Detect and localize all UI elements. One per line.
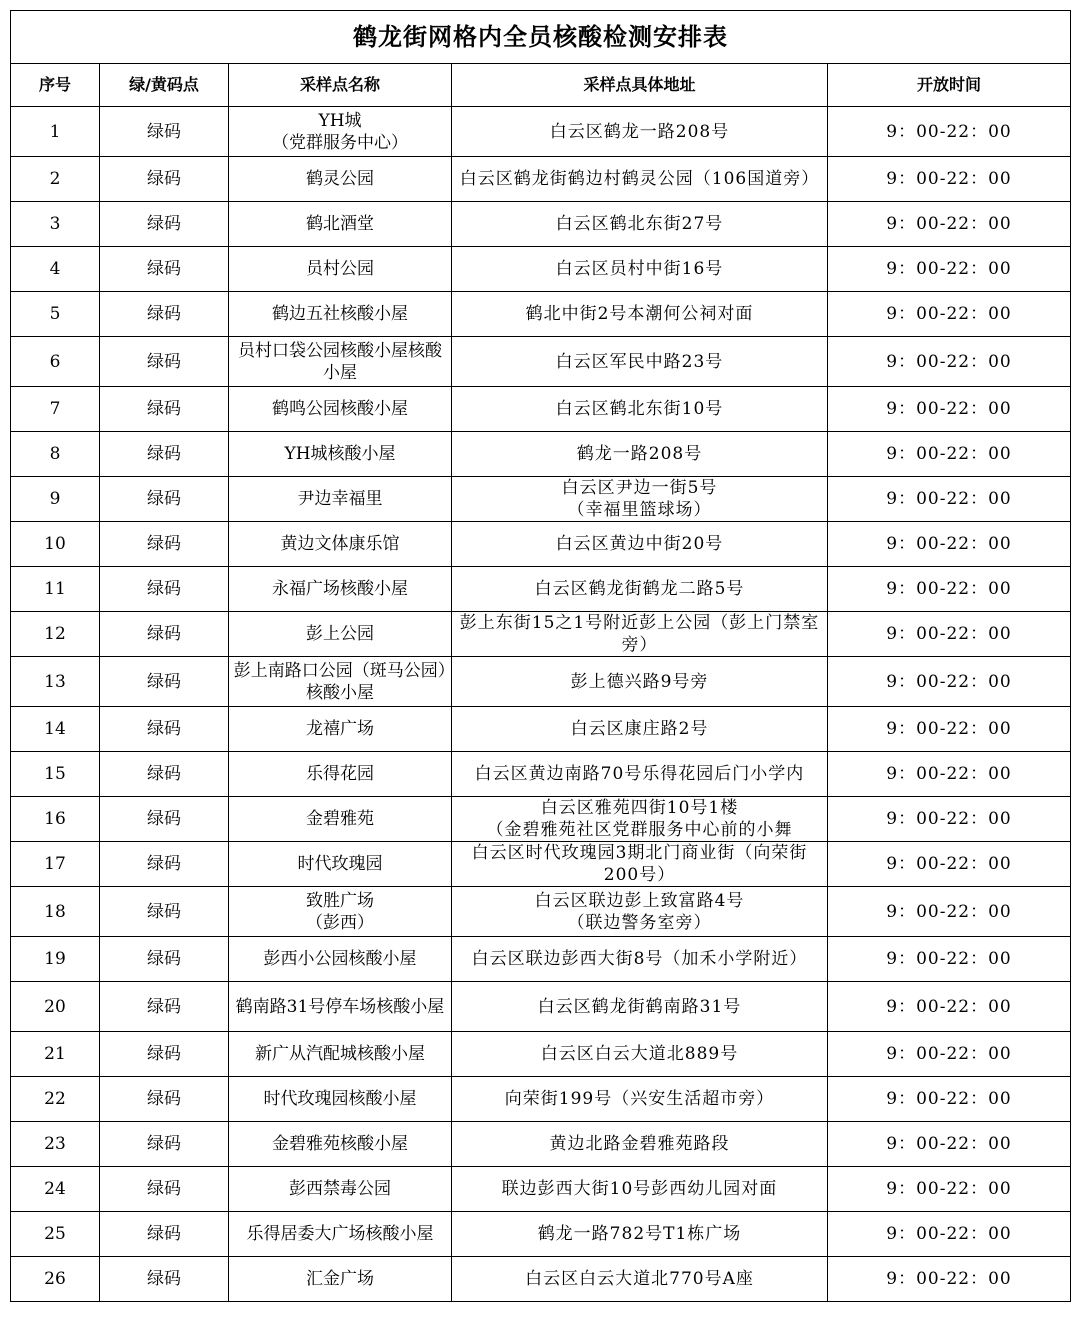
table-row xyxy=(11,752,1071,797)
open-time: 9：00-22：00 xyxy=(828,247,1071,292)
open-time: 9：00-22：00 xyxy=(828,752,1071,797)
row-number: 2 xyxy=(11,157,100,202)
row-number: 20 xyxy=(11,982,100,1032)
site-name: 彭上公园 xyxy=(229,612,452,657)
table-row xyxy=(11,387,1071,432)
row-number: 9 xyxy=(11,477,100,522)
row-number: 3 xyxy=(11,202,100,247)
code-type: 绿码 xyxy=(100,1077,229,1122)
header-address: 采样点具体地址 xyxy=(452,64,828,107)
table-row xyxy=(11,1077,1071,1122)
address: 向荣街199号（兴安生活超市旁） xyxy=(452,1077,828,1122)
code-type: 绿码 xyxy=(100,842,229,887)
row-number: 25 xyxy=(11,1212,100,1257)
table-row xyxy=(11,797,1071,842)
table-row xyxy=(11,1167,1071,1212)
site-name: 员村公园 xyxy=(229,247,452,292)
code-type: 绿码 xyxy=(100,1122,229,1167)
table-row xyxy=(11,937,1071,982)
code-type: 绿码 xyxy=(100,292,229,337)
site-name: 黄边文体康乐馆 xyxy=(229,522,452,567)
site-name: 永福广场核酸小屋 xyxy=(229,567,452,612)
code-type: 绿码 xyxy=(100,522,229,567)
code-type: 绿码 xyxy=(100,1257,229,1302)
table-row xyxy=(11,567,1071,612)
code-type: 绿码 xyxy=(100,612,229,657)
header-row xyxy=(11,64,1071,107)
open-time: 9：00-22：00 xyxy=(828,157,1071,202)
address: 白云区白云大道北889号 xyxy=(452,1032,828,1077)
row-number: 13 xyxy=(11,657,100,707)
table-row xyxy=(11,707,1071,752)
table-row xyxy=(11,1257,1071,1302)
table-row xyxy=(11,247,1071,292)
table-row xyxy=(11,612,1071,657)
code-type: 绿码 xyxy=(100,937,229,982)
address: 彭上东街15之1号附近彭上公园（彭上门禁室旁） xyxy=(452,612,828,657)
open-time: 9：00-22：00 xyxy=(828,522,1071,567)
header-code: 绿/黄码点 xyxy=(100,64,229,107)
row-number: 17 xyxy=(11,842,100,887)
table-row xyxy=(11,477,1071,522)
table-row xyxy=(11,157,1071,202)
open-time: 9：00-22：00 xyxy=(828,842,1071,887)
open-time: 9：00-22：00 xyxy=(828,567,1071,612)
row-number: 4 xyxy=(11,247,100,292)
address: 白云区康庄路2号 xyxy=(452,707,828,752)
address: 鹤龙一路782号T1栋广场 xyxy=(452,1212,828,1257)
address: 白云区鹤龙街鹤南路31号 xyxy=(452,982,828,1032)
row-number: 24 xyxy=(11,1167,100,1212)
address: 白云区联边彭上致富路4号 （联边警务室旁） xyxy=(452,887,828,937)
code-type: 绿码 xyxy=(100,797,229,842)
row-number: 15 xyxy=(11,752,100,797)
address: 白云区尹边一街5号 （幸福里篮球场） xyxy=(452,477,828,522)
site-name: YH城 （党群服务中心） xyxy=(229,107,452,157)
open-time: 9：00-22：00 xyxy=(828,887,1071,937)
site-name: 彭西禁毒公园 xyxy=(229,1167,452,1212)
site-name: 乐得花园 xyxy=(229,752,452,797)
address: 白云区联边彭西大街8号（加禾小学附近） xyxy=(452,937,828,982)
code-type: 绿码 xyxy=(100,982,229,1032)
testing-schedule-table xyxy=(10,10,1071,1302)
code-type: 绿码 xyxy=(100,247,229,292)
code-type: 绿码 xyxy=(100,1167,229,1212)
table-row xyxy=(11,657,1071,707)
row-number: 21 xyxy=(11,1032,100,1077)
site-name: 新广从汽配城核酸小屋 xyxy=(229,1032,452,1077)
table-row xyxy=(11,432,1071,477)
open-time: 9：00-22：00 xyxy=(828,387,1071,432)
code-type: 绿码 xyxy=(100,387,229,432)
row-number: 18 xyxy=(11,887,100,937)
table-title: 鹤龙街网格内全员核酸检测安排表 xyxy=(11,11,1071,64)
open-time: 9：00-22：00 xyxy=(828,1077,1071,1122)
row-number: 22 xyxy=(11,1077,100,1122)
table-row xyxy=(11,522,1071,567)
address: 白云区员村中街16号 xyxy=(452,247,828,292)
site-name: 鹤鸣公园核酸小屋 xyxy=(229,387,452,432)
code-type: 绿码 xyxy=(100,432,229,477)
address: 白云区黄边中街20号 xyxy=(452,522,828,567)
site-name: YH城核酸小屋 xyxy=(229,432,452,477)
address: 白云区鹤北东街10号 xyxy=(452,387,828,432)
address: 鹤北中街2号本潮何公祠对面 xyxy=(452,292,828,337)
site-name: 汇金广场 xyxy=(229,1257,452,1302)
address: 白云区鹤龙一路208号 xyxy=(452,107,828,157)
row-number: 19 xyxy=(11,937,100,982)
code-type: 绿码 xyxy=(100,1212,229,1257)
open-time: 9：00-22：00 xyxy=(828,202,1071,247)
code-type: 绿码 xyxy=(100,157,229,202)
row-number: 10 xyxy=(11,522,100,567)
header-site-name: 采样点名称 xyxy=(229,64,452,107)
site-name: 鹤灵公园 xyxy=(229,157,452,202)
row-number: 6 xyxy=(11,337,100,387)
code-type: 绿码 xyxy=(100,477,229,522)
site-name: 龙禧广场 xyxy=(229,707,452,752)
header-no: 序号 xyxy=(11,64,100,107)
code-type: 绿码 xyxy=(100,202,229,247)
open-time: 9：00-22：00 xyxy=(828,1212,1071,1257)
site-name: 乐得居委大广场核酸小屋 xyxy=(229,1212,452,1257)
header-open-time: 开放时间 xyxy=(828,64,1071,107)
open-time: 9：00-22：00 xyxy=(828,1032,1071,1077)
row-number: 7 xyxy=(11,387,100,432)
code-type: 绿码 xyxy=(100,337,229,387)
row-number: 23 xyxy=(11,1122,100,1167)
address: 白云区雅苑四街10号1楼 （金碧雅苑社区党群服务中心前的小舞 xyxy=(452,797,828,842)
site-name: 金碧雅苑核酸小屋 xyxy=(229,1122,452,1167)
row-number: 8 xyxy=(11,432,100,477)
site-name: 彭西小公园核酸小屋 xyxy=(229,937,452,982)
table-row xyxy=(11,842,1071,887)
code-type: 绿码 xyxy=(100,567,229,612)
site-name: 时代玫瑰园核酸小屋 xyxy=(229,1077,452,1122)
row-number: 1 xyxy=(11,107,100,157)
site-name: 鹤南路31号停车场核酸小屋 xyxy=(229,982,452,1032)
code-type: 绿码 xyxy=(100,1032,229,1077)
open-time: 9：00-22：00 xyxy=(828,657,1071,707)
row-number: 14 xyxy=(11,707,100,752)
code-type: 绿码 xyxy=(100,107,229,157)
row-number: 26 xyxy=(11,1257,100,1302)
row-number: 16 xyxy=(11,797,100,842)
site-name: 尹边幸福里 xyxy=(229,477,452,522)
table-row xyxy=(11,1122,1071,1167)
table-row xyxy=(11,107,1071,157)
row-number: 12 xyxy=(11,612,100,657)
address: 白云区时代玫瑰园3期北门商业街（向荣街200号） xyxy=(452,842,828,887)
site-name: 鹤边五社核酸小屋 xyxy=(229,292,452,337)
open-time: 9：00-22：00 xyxy=(828,1257,1071,1302)
address: 黄边北路金碧雅苑路段 xyxy=(452,1122,828,1167)
open-time: 9：00-22：00 xyxy=(828,1167,1071,1212)
open-time: 9：00-22：00 xyxy=(828,982,1071,1032)
address: 白云区军民中路23号 xyxy=(452,337,828,387)
open-time: 9：00-22：00 xyxy=(828,292,1071,337)
site-name: 致胜广场 （彭西） xyxy=(229,887,452,937)
site-name: 彭上南路口公园（斑马公园）核酸小屋 xyxy=(229,657,452,707)
site-name: 金碧雅苑 xyxy=(229,797,452,842)
address: 彭上德兴路9号旁 xyxy=(452,657,828,707)
table-row xyxy=(11,982,1071,1032)
open-time: 9：00-22：00 xyxy=(828,937,1071,982)
table-row xyxy=(11,1032,1071,1077)
code-type: 绿码 xyxy=(100,657,229,707)
open-time: 9：00-22：00 xyxy=(828,432,1071,477)
address: 白云区鹤龙街鹤龙二路5号 xyxy=(452,567,828,612)
table-row xyxy=(11,887,1071,937)
open-time: 9：00-22：00 xyxy=(828,797,1071,842)
table-row xyxy=(11,1212,1071,1257)
open-time: 9：00-22：00 xyxy=(828,612,1071,657)
open-time: 9：00-22：00 xyxy=(828,477,1071,522)
open-time: 9：00-22：00 xyxy=(828,707,1071,752)
address: 白云区白云大道北770号A座 xyxy=(452,1257,828,1302)
open-time: 9：00-22：00 xyxy=(828,337,1071,387)
table-body xyxy=(11,107,1071,1302)
row-number: 11 xyxy=(11,567,100,612)
row-number: 5 xyxy=(11,292,100,337)
table-row xyxy=(11,202,1071,247)
code-type: 绿码 xyxy=(100,707,229,752)
site-name: 鹤北酒堂 xyxy=(229,202,452,247)
table-row xyxy=(11,337,1071,387)
open-time: 9：00-22：00 xyxy=(828,1122,1071,1167)
site-name: 员村口袋公园核酸小屋核酸小屋 xyxy=(229,337,452,387)
address: 白云区黄边南路70号乐得花园后门小学内 xyxy=(452,752,828,797)
open-time: 9：00-22：00 xyxy=(828,107,1071,157)
address: 鹤龙一路208号 xyxy=(452,432,828,477)
address: 联边彭西大街10号彭西幼儿园对面 xyxy=(452,1167,828,1212)
table-row xyxy=(11,292,1071,337)
address: 白云区鹤龙街鹤边村鹤灵公园（106国道旁） xyxy=(452,157,828,202)
site-name: 时代玫瑰园 xyxy=(229,842,452,887)
code-type: 绿码 xyxy=(100,887,229,937)
address: 白云区鹤北东街27号 xyxy=(452,202,828,247)
code-type: 绿码 xyxy=(100,752,229,797)
